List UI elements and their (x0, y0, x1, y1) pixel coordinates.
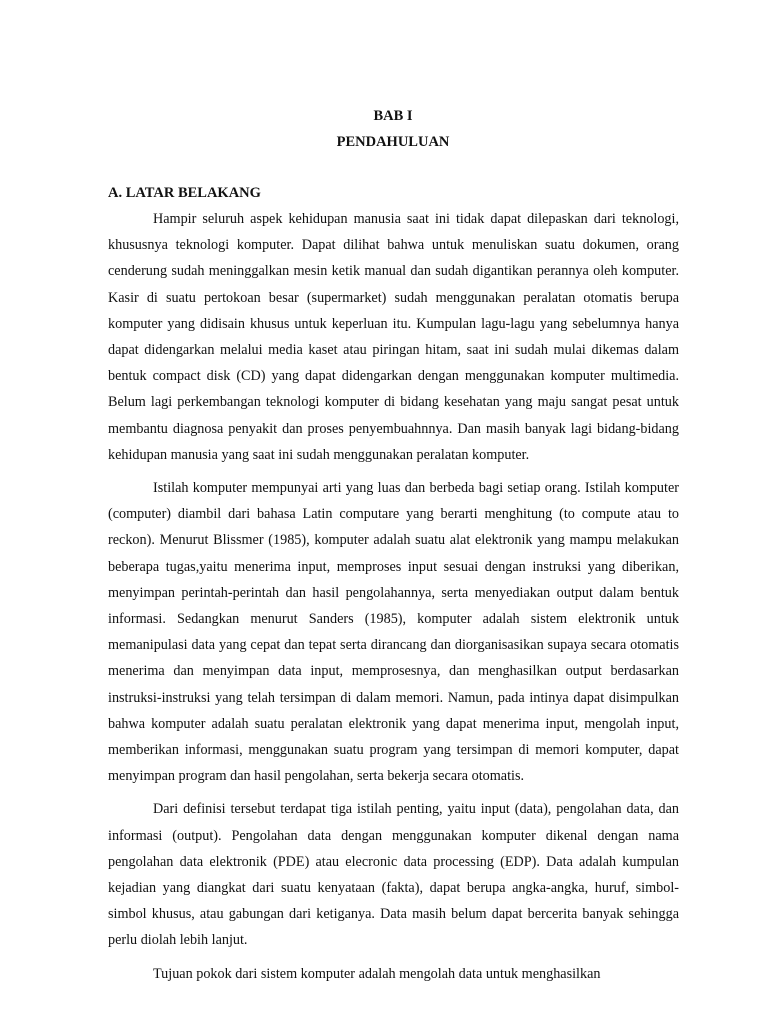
chapter-title: PENDAHULUAN (336, 134, 450, 150)
body-text (108, 206, 679, 994)
paragraph: Dari definisi tersebut terdapat tiga istilah penting, yaitu input (data), pengolahan data, dan informasi (output). Pengolahan data dengan menggunakan komputer dikenal dengan nama pengolahan data elektronik (PDE) atau elecronic data processing (EDP). Data adalah kumpulan kejadian yang diangkat dari suatu kenyataan (fakta), dapat berupa angka-angka, huruf, simbol-simbol khusus, atau gabungan dari ketiganya. Data masih belum dapat bercerita banyak sehingga perlu diolah lebih lanjut. (108, 801, 679, 949)
paragraph: Tujuan pokok dari sistem komputer adalah mengolah data untuk menghasilkan (153, 965, 601, 982)
paragraph: Istilah komputer mempunyai arti yang luas dan berbeda bagi setiap orang. Istilah komputer (computer) diambil dari bahasa Latin computare yang berarti menghitung (to compute atau to reckon). Menurut Blissmer (1985), komputer adalah suatu alat elektronik yang mampu melakukan beberapa tugas,yaitu menerima input, memproses input sesuai dengan instruksi yang diberikan, menyimpan perintah-perintah dan hasil pengolahannya, serta menyediakan output dalam bentuk informasi. Sedangkan menurut Sanders (1985), komputer adalah sistem elektronik untuk memanipulasi data yang cepat dan tepat serta dirancang dan diorganisasikan supaya secara otomatis menerima dan menyimpan data input, memprosesnya, dan menghasilkan output berdasarkan instruksi-instruksi yang telah tersimpan di dalam memori. Namun, pada intinya dapat disimpulkan bahwa komputer adalah suatu peralatan elektronik yang dapat menerima input, mengolah input, memberikan informasi, menggunakan suatu program yang tersimpan di memori komputer, dapat menyimpan program dan hasil pengolahan, serta bekerja secara otomatis. (108, 480, 679, 785)
paragraph: Hampir seluruh aspek kehidupan manusia saat ini tidak dapat dilepaskan dari teknologi, khususnya teknologi komputer. Dapat dilihat bahwa untuk menuliskan suatu dokumen, orang cenderung sudah meninggalkan mesin ketik manual dan sudah digantikan perannya oleh komputer. Kasir di suatu pertokoan besar (supermarket) sudah menggunakan peralatan otomatis berupa komputer yang didisain khusus untuk keperluan itu. Kumpulan lagu-lagu yang sebelumnya hanya dapat didengarkan melalui media kaset atau piringan hitam, saat ini sudah mulai dikemas dalam bentuk compact disk (CD) yang dapat didengarkan dengan menggunakan komputer multimedia. Belum lagi perkembangan teknologi komputer di bidang kesehatan yang maju sangat pesat untuk membantu diagnosa penyakit dan proses penyembuahnnya. Dan masih banyak lagi bidang-bidang kehidupan manusia yang saat ini sudah menggunakan peralatan komputer. (108, 211, 679, 463)
section-heading: A. LATAR BELAKANG (108, 185, 261, 201)
chapter-label: BAB I (373, 108, 413, 124)
